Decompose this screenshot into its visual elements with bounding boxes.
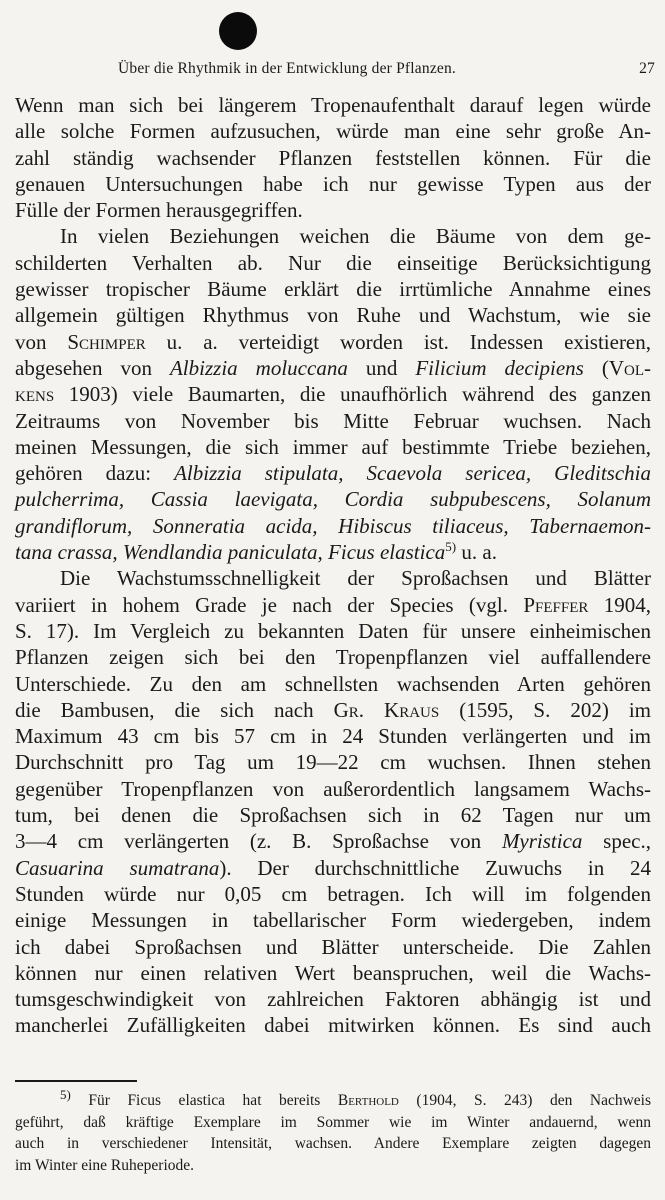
text-run: (1904, S. 243) den Nachweis (398, 1092, 651, 1109)
species-name: Casuarina sumatrana (15, 855, 220, 880)
text-line: alle solche Formen aufzusuchen, würde man eine sehr große An- (15, 119, 651, 144)
footnote-line: geführt, daß kräftige Exemplare im Sommer wie im Winter andauernd, wenn (15, 1113, 651, 1131)
footnote-marker: 5) (60, 1086, 71, 1102)
author-name: Schimper (67, 329, 146, 354)
paragraph-2 (15, 223, 651, 565)
footnote (15, 1086, 651, 1176)
species-list: Albizzia stipulata, Scaevola sericea, Gleditschia (174, 461, 651, 486)
text-run: (1595, S. 202) im (439, 697, 651, 722)
paragraph-1 (15, 92, 651, 223)
text-run: 3—4 cm verlängerten (z. B. Sproßachse von (15, 829, 502, 854)
footnote-line: im Winter eine Ruheperiode. (15, 1156, 195, 1174)
footnote-reference: 5) (445, 539, 457, 555)
text-run: und (347, 355, 416, 380)
text-run: u. a. (456, 540, 497, 565)
text-line (15, 697, 651, 723)
text-line: mancherlei Zufälligkeiten dabei mitwirken können. Es sind auch (15, 1013, 651, 1038)
author-name: Pfeffer (523, 592, 589, 617)
text-run: von (15, 329, 68, 354)
page-number: 27 (639, 60, 655, 77)
text-run: 1903) viele Baumarten, die unaufhörlich während des ganzen (54, 382, 651, 407)
text-line: Pflanzen zeigen sich bei den Tropenpflanzen viel auffallendere (15, 645, 651, 670)
text-run: Für Ficus elastica hat bereits (70, 1092, 338, 1109)
species-list: pulcherrima, Cassia laevigata, Cordia subpubescens, Solanum (15, 487, 651, 512)
species-list: grandiflorum, Sonneratia acida, Hibiscus tiliaceus, Tabernaemon- (15, 513, 651, 538)
text-line (15, 828, 651, 854)
text-line (15, 329, 651, 355)
text-line (15, 381, 651, 407)
text-line (15, 355, 651, 381)
body-text (15, 92, 651, 1039)
text-line (15, 539, 651, 565)
author-name: kens (15, 382, 55, 407)
text-line: Fülle der Formen herausgegriffen. (15, 198, 303, 223)
species-name: Filicium decipiens (415, 355, 584, 380)
text-line: Zeitraums von November bis Mitte Februar wuchsen. Nach (15, 408, 651, 433)
text-line (15, 855, 651, 881)
paragraph-3 (15, 565, 651, 1038)
text-run: gehören dazu: (15, 461, 175, 486)
text-run: die Bambusen, die sich nach (15, 697, 334, 722)
text-line: genauen Untersuchungen habe ich nur gewisse Typen aus der (15, 171, 651, 196)
text-run: ( (583, 355, 609, 380)
text-line: ich dabei Sproßachsen und Blätter unterscheide. Die Zahlen (15, 934, 651, 959)
running-title: Über die Rhythmik in der Entwicklung der Pflanzen. (118, 60, 457, 77)
author-name: Berthold (337, 1092, 399, 1109)
text-run: ). Der durchschnittliche Zuwuchs in 24 (219, 855, 652, 880)
author-name: Vol- (608, 355, 651, 380)
text-line: Die Wachstumsschnelligkeit der Sproßachsen und Blätter (60, 566, 651, 591)
text-line (15, 592, 651, 618)
text-line: einige Messungen in tabellarischer Form wiedergeben, indem (15, 908, 651, 933)
footnote-divider (15, 1080, 137, 1082)
text-line: können nur einen relativen Wert beanspruchen, weil die Wachs- (15, 960, 651, 985)
footnote-line (15, 1086, 651, 1112)
punch-hole-mark (219, 12, 257, 50)
text-run: u. a. verteidigt worden ist. Indessen existieren, (145, 329, 652, 354)
text-line: tumsgeschwindigkeit von zahlreichen Faktoren abhängig ist und (15, 987, 651, 1012)
text-run: 1904, (588, 592, 651, 617)
text-line: meinen Messungen, die sich immer auf bestimmte Triebe beziehen, (15, 434, 651, 459)
page-header (0, 60, 665, 82)
text-line: zahl ständig wachsender Pflanzen feststellen können. Für die (15, 145, 651, 170)
text-line (15, 460, 651, 486)
text-line: Wenn man sich bei längerem Tropenaufenthalt darauf legen würde (15, 93, 651, 117)
footnote-line: auch in verschiedener Intensität, wachsen. Andere Exemplare zeigten dagegen (15, 1135, 651, 1152)
author-name: Gr. Kraus (333, 697, 440, 722)
text-run: variiert in hohem Grade je nach der Species (vgl. (15, 592, 524, 617)
text-line: allgemein gültigen Rhythmus von Ruhe und Wachstum, wie sie (15, 303, 651, 328)
species-list: tana crassa, Wendlandia paniculata, Ficus elastica (15, 540, 446, 565)
text-run: abgesehen von (15, 355, 170, 380)
species-name: Myristica (501, 829, 583, 854)
text-line: gegenüber Tropenpflanzen von außerordentlich langsamem Wachs- (15, 776, 651, 801)
text-line: schilderten Verhalten ab. Nur die einseitige Berücksichtigung (15, 250, 651, 275)
text-line: Unterschiede. Zu den am schnellsten wachsenden Arten gehören (15, 671, 651, 696)
text-line: Stunden würde nur 0,05 cm betragen. Ich will im folgenden (15, 881, 651, 906)
text-line: tum, bei denen die Sproßachsen sich in 62 Tagen nur um (15, 803, 651, 828)
text-line: Durchschnitt pro Tag um 19—22 cm wuchsen. Ihnen stehen (15, 750, 651, 775)
text-line: In vielen Beziehungen weichen die Bäume von dem ge- (60, 224, 651, 249)
text-line: S. 17). Im Vergleich zu bekannten Daten für unsere einheimischen (15, 618, 651, 643)
text-line: gewisser tropischer Bäume erklärt die irrtümliche Annahme eines (15, 277, 651, 302)
text-line: Maximum 43 cm bis 57 cm in 24 Stunden verlängerten und im (15, 724, 651, 749)
species-name: Albizzia moluccana (169, 355, 348, 380)
text-run: spec., (582, 829, 651, 854)
